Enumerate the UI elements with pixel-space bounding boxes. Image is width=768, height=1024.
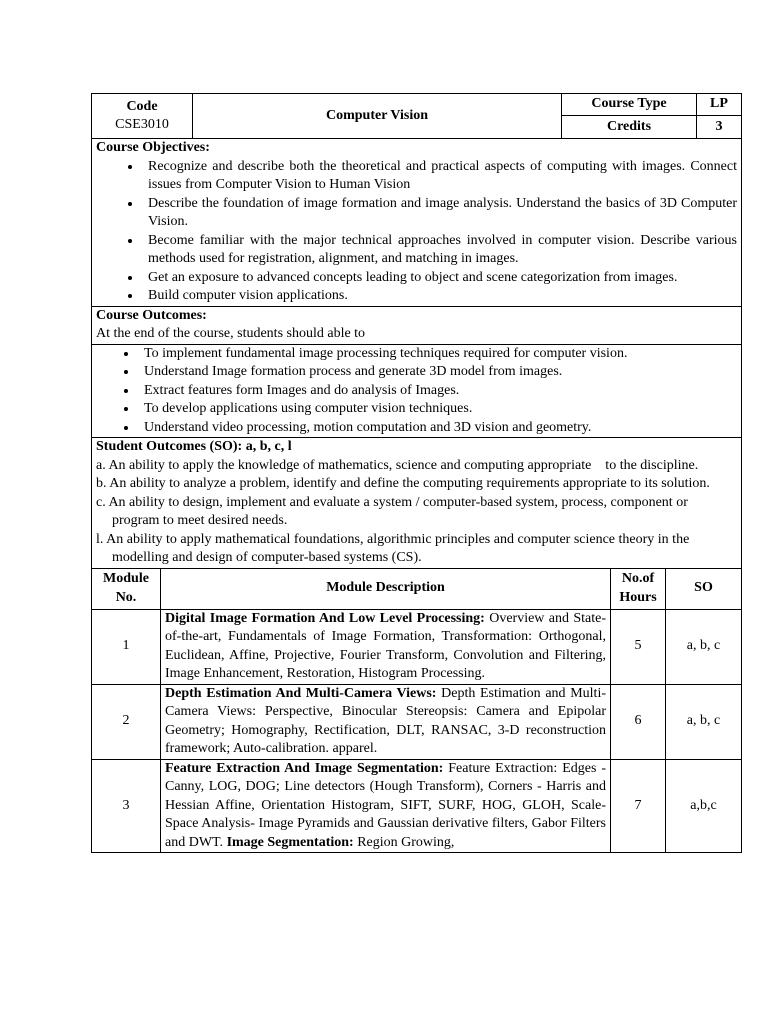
outcomes-intro: At the end of the course, students should able to [96,326,366,341]
module-number: 1 [92,609,161,684]
course-title: Computer Vision [193,94,562,139]
list-item: • Extract features form Images and do analysis of Images. [138,382,737,401]
credits-value: 3 [697,116,742,139]
module-description [161,759,611,853]
module-so: a, b, c [666,684,742,759]
list-item: • Recognize and describe both the theoretical and practical aspects of computing with images. Connect issues from Computer Vision to Human Vision [142,158,737,195]
credits-label: Credits [562,116,697,139]
module-text: Depth Estimation and Multi-Camera Views: Perspective, Binocular Stereopsis: Camera and Epipolar Geometry; Homography, Rectification, DLT, RANSAC, 3-D reconstruction framework; Auto-calibration. apparel. [165,685,606,756]
course-outcomes-section [92,344,742,438]
module-description [161,609,611,684]
table-row [92,759,742,853]
objectives-title: Course Objectives: [96,140,210,155]
module-hours: 7 [611,759,666,853]
code-value: CSE3010 [115,117,169,132]
outcomes-list [96,345,737,438]
code-label: Code [126,98,158,114]
list-item: • To implement fundamental image processing techniques required for computer vision. [138,345,737,364]
module-title: Feature Extraction And Image Segmentation: [165,760,444,776]
so-header: SO [666,568,742,609]
list-item: • Understand Image formation process and generate 3D model from images. [138,363,737,382]
module-title: Depth Estimation And Multi-Camera Views: [165,685,437,701]
module-so: a,b,c [666,759,742,853]
list-item: • Become familiar with the major technical approaches involved in computer vision. Describe various methods used for registration, alignment, and matching in images. [142,232,737,269]
module-number: 2 [92,684,161,759]
module-title: Digital Image Formation And Low Level Processing: [165,610,485,626]
module-number: 3 [92,759,161,853]
student-outcomes-section [92,438,742,569]
table-row [92,609,742,684]
course-objectives-section [92,139,742,307]
list-item: • Understand video processing, motion computation and 3D vision and geometry. [138,419,737,438]
module-hours: 5 [611,609,666,684]
objectives-list [96,158,737,306]
list-item: • To develop applications using computer vision techniques. [138,400,737,419]
course-header-table [91,93,742,569]
course-outcomes-header [92,306,742,344]
module-so: a, b, c [666,609,742,684]
hours-header: No.of Hours [611,568,666,609]
module-no-header: Module No. [92,568,161,609]
student-outcome-item: l. An ability to apply mathematical foundations, algorithmic principles and computer science theory in the modelling and design of computer-based systems (CS). [96,531,690,565]
list-item: • Describe the foundation of image formation and image analysis. Understand the basics of 3D Computer Vision. [142,195,737,232]
module-subtitle: Image Segmentation: [226,834,354,850]
syllabus-page [91,93,741,853]
list-item: • Build computer vision applications. [142,287,737,306]
module-description [161,684,611,759]
list-item: • Get an exposure to advanced concepts leading to object and scene categorization from images. [142,269,737,288]
table-row [92,684,742,759]
course-type-value: LP [697,94,742,116]
modules-table [91,568,742,854]
student-outcome-item: a. An ability to apply the knowledge of mathematics, science and computing appropriate to the discipline. [96,457,699,473]
course-type-label: Course Type [562,94,697,116]
module-text: Overview and State-of-the-art, Fundamentals of Image Formation, Transformation: Orthogonal, Euclidean, Affine, Projective, Fourier Transform, Convolution and Filtering, Image Enhancement, Restoration, Histogram Processing. [165,610,606,681]
module-hours: 6 [611,684,666,759]
course-code-cell [92,94,193,139]
outcomes-title: Course Outcomes: [96,307,207,323]
student-outcome-item: c. An ability to design, implement and evaluate a system / computer-based system, process, component or program to meet desired needs. [96,494,688,528]
module-text: Feature Extraction: Edges - Canny, LOG, DOG; Line detectors (Hough Transform), Corners - Harris and Hessian Affine, Orientation Histogram, SIFT, SURF, HOG, GLOH, Scale-Space Analysis- Image Pyramids and Gaussian derivative filters, Gabor Filters and DWT. [165,760,606,850]
student-outcome-item: b. An ability to analyze a problem, identify and define the computing requirements appropriate to its solution. [96,476,710,491]
module-description-header: Module Description [161,568,611,609]
module-text: Region Growing, [353,834,455,850]
student-outcomes-title: Student Outcomes (SO): a, b, c, l [96,439,292,454]
